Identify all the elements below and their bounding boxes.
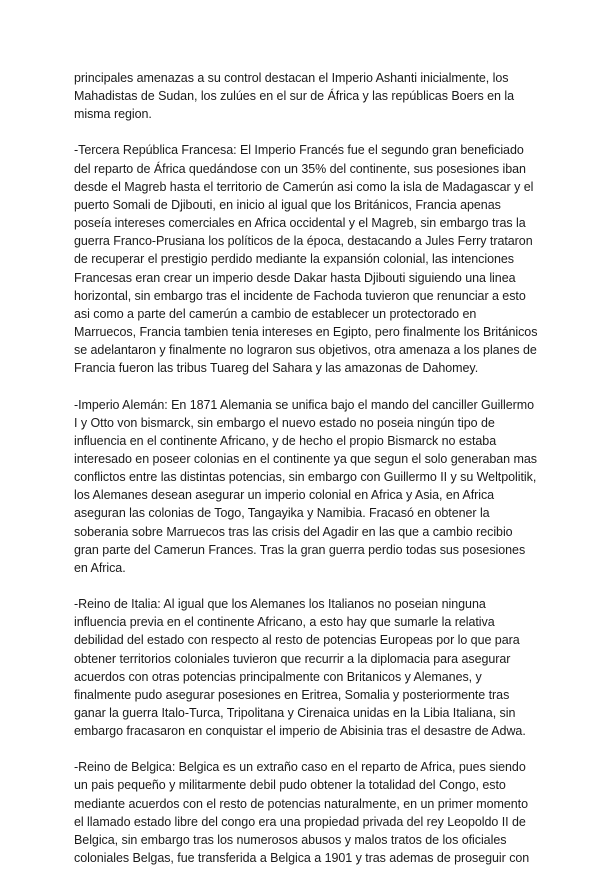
text-line: I y Otto von bismarck, sin embargo el nuevo estado no poseia ningún tipo de (74, 415, 495, 430)
text-line: debilidad del estado con respecto al resto de potencias Europeas por lo que para (74, 633, 520, 648)
text-line: Marruecos, Francia tambien tenia intereses en Egipto, pero finalmente los Británicos (74, 325, 538, 340)
text-line: asi como a parte del camerún a cambio de establecer un protectorado en (74, 306, 477, 321)
text-line: -Reino de Belgica: Belgica es un extraño caso en el reparto de Africa, pues siendo (74, 760, 526, 775)
paragraph-kingdom-belgium (74, 758, 530, 867)
text-line: puerto Somali de Djibouti, en inicio al igual que los Británicos, Francia apenas (74, 197, 501, 212)
text-line: interesado en poseer colonias en el continente ya que segun el solo generaban mas (74, 451, 537, 466)
text-line: aseguran las colonias de Togo, Tangayika y Namibia. Fracasó en obtener la (74, 506, 490, 521)
paragraph-french-republic (74, 141, 538, 377)
text-line: Francia fueron las tribus Tuareg del Sahara y las amazonas de Dahomey. (74, 361, 479, 376)
text-line: Belgica, sin embargo tras los numerosos abusos y malos tratos de los oficiales (74, 832, 507, 847)
text-line: -Imperio Alemán: En 1871 Alemania se unifica bajo el mando del canciller Guillermo (74, 397, 535, 412)
text-line: -Reino de Italia: Al igual que los Alemanes los Italianos no poseian ninguna (74, 597, 486, 612)
text-line: misma region. (74, 107, 152, 122)
text-line: se adelantaron y finalmente no lograron sus objetivos, otra amenaza a los planes de (74, 343, 537, 358)
text-line: poseía intereses comerciales en Africa occidental y el Magreb, sin embargo tras la (74, 216, 526, 231)
text-line: conflictos entre las distintas potencias, sin embargo con Guillermo II y su Weltpolitik, (74, 470, 537, 485)
paragraph-kingdom-italy (74, 595, 526, 740)
text-line: un pais pequeño y militarmente debil pudo obtener la totalidad del Congo, esto (74, 778, 506, 793)
text-line: guerra Franco-Prusiana los políticos de la época, destacando a Jules Ferry trataron (74, 234, 533, 249)
text-line: influencia previa en el continente Africano, a esto hay que sumarle la relativa (74, 615, 495, 630)
text-line: principales amenazas a su control destacan el Imperio Ashanti inicialmente, los (74, 71, 509, 85)
text-line: los Alemanes desean asegurar un imperio colonial en Africa y Asia, en Africa (74, 488, 495, 503)
text-line: Mahadistas de Sudan, los zulúes en el sur de África y las repúblicas Boers en la (74, 89, 514, 104)
paragraph-german-empire (74, 396, 537, 578)
text-line: desde el Magreb hasta el territorio de Camerún asi como la isla de Madagascar y el (74, 179, 534, 194)
text-line: coloniales Belgas, fue transferida a Belgica a 1901 y tras ademas de proseguir con (74, 851, 530, 866)
text-line: mediante acuerdos con el resto de potencias naturalmente, en un primer momento (74, 796, 528, 811)
text-line: finalmente pudo asegurar posesiones en Eritrea, Somalia y posteriormente tras (74, 687, 510, 702)
text-line: -Tercera República Francesa: El Imperio Francés fue el segundo gran beneficiado (74, 143, 524, 158)
text-line: soberania sobre Marruecos tras las crisis del Agadir en las que a cambio recibio (74, 524, 513, 539)
text-line: gran parte del Camerun Frances. Tras la gran guerra perdio todas sus posesiones (74, 542, 526, 557)
paragraph-british-threats (74, 69, 526, 123)
document-body (74, 69, 538, 885)
text-line: influencia en el continente Africano, y de hecho el propio Bismarck no estaba (74, 433, 497, 448)
text-line: acuerdos con otras potencias principalmente con Britanicos y Alemanes, y (74, 669, 482, 684)
text-line: Francesas eran crear un imperio desde Dakar hasta Djibouti siguiendo una linea (74, 270, 516, 285)
text-line: el llamado estado libre del congo era una propiedad privada del rey Leopoldo II de (74, 814, 526, 829)
text-line: del reparto de África quedándose con un 35% del continente, sus posesiones iban (74, 161, 526, 176)
text-line: obtener territorios coloniales tuvieron que recurrir a la diplomacia para asegurar (74, 651, 511, 666)
text-line: embargo fracasaron en conquistar el imperio de Abisinia tras el desastre de Adwa. (74, 724, 526, 739)
text-line: en Africa. (74, 560, 126, 575)
text-line: horizontal, sin embargo tras el incidente de Fachoda tuvieron que renunciar a esto (74, 288, 526, 303)
text-line: ganar la guerra Italo-Turca, Tripolitana y Cirenaica unidas en la Libia Italiana, sin (74, 706, 516, 720)
text-line: de recuperar el prestigio perdido mediante la expansión colonial, las intenciones (74, 252, 514, 267)
